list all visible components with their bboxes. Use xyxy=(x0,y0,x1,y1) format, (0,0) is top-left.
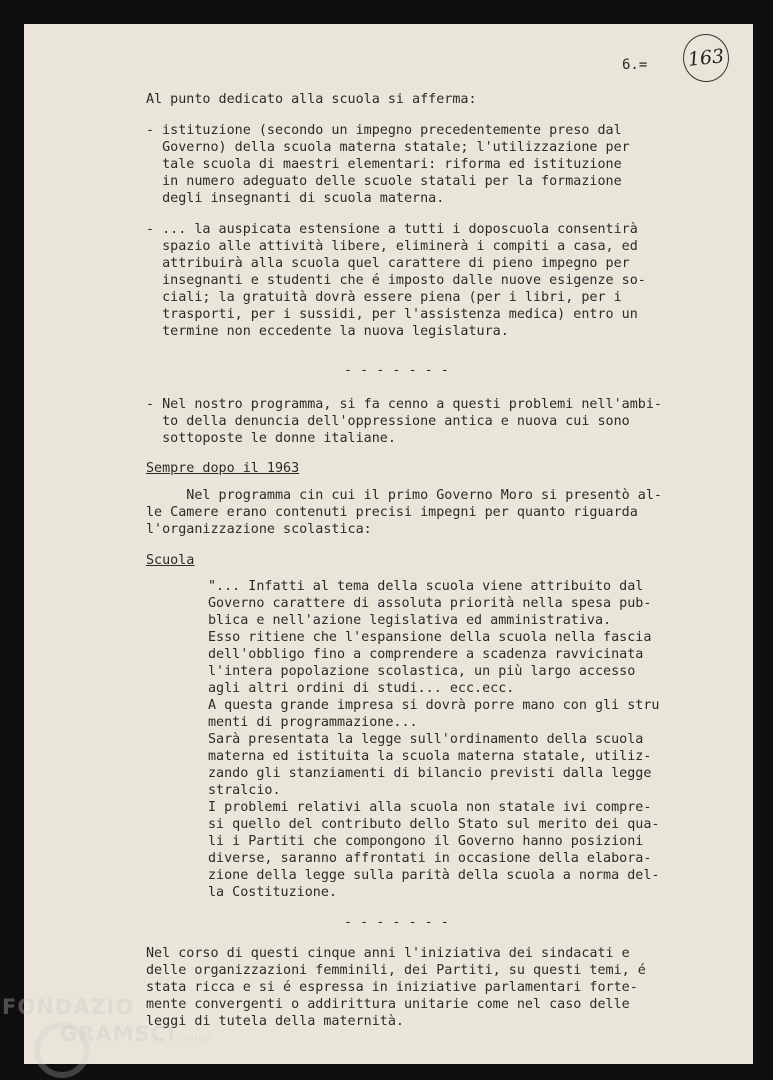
intro-line: Al punto dedicato alla scuola si afferma: xyxy=(146,92,477,107)
watermark-line-2-wrap xyxy=(60,1022,212,1046)
quote-line: menti di programmazione... xyxy=(208,715,418,730)
paragraph-line: in numero adeguato delle scuole statali per la formazione xyxy=(146,174,622,189)
paragraph-line: - Nel nostro programma, si fa cenno a questi problemi nell'ambi- xyxy=(146,397,662,412)
watermark-line-1: FONDAZIO xyxy=(2,995,135,1019)
paragraph-line: sottoposte le donne italiane. xyxy=(146,431,396,446)
paragraph-line: - ... la auspicata estensione a tutti i doposcuola consentirà xyxy=(146,222,638,237)
paragraph-line: Nel programma cin cui il primo Governo Moro si presentò al- xyxy=(146,488,662,503)
paragraph-line: termine non eccedente la nuova legislatura. xyxy=(146,324,509,339)
paragraph-line: Nel corso di questi cinque anni l'iniziativa dei sindacati e xyxy=(146,946,630,961)
quote-line: "... Infatti al tema della scuola viene attribuito dal xyxy=(208,579,644,594)
quote-line: materna ed istituita la scuola materna statale, utiliz- xyxy=(208,749,652,764)
paragraph-line: spazio alle attività libere, eliminerà i compiti a casa, ed xyxy=(146,239,638,254)
quote-line: I problemi relativi alla scuola non statale ivi compre- xyxy=(208,800,652,815)
quote-line: Esso ritiene che l'espansione della scuola nella fascia xyxy=(208,630,652,645)
paragraph-line: insegnanti e studenti che é imposto dalle nuove esigenze so- xyxy=(146,273,646,288)
quote-line: si quello del contributo dello Stato sul merito dei qua- xyxy=(208,817,660,832)
paragraph-line: - istituzione (secondo un impegno precedentemente preso dal xyxy=(146,123,622,138)
watermark-line-2: GRAMSCI xyxy=(60,1022,176,1046)
quote-line: zione della legge sulla parità della scuola a norma del- xyxy=(208,868,660,883)
quote-line: blica e nell'azione legislativa ed amministrativa. xyxy=(208,613,612,628)
paragraph-line: degli insegnanti di scuola materna. xyxy=(146,191,445,206)
quote-line: diverse, saranno affrontati in occasione della elabora- xyxy=(208,851,652,866)
separator: - - - - - - - xyxy=(344,915,449,930)
quote-line: dell'obbligo fino a comprendere a scadenza ravvicinata xyxy=(208,647,644,662)
paragraph-line: trasporti, per i sussidi, per l'assistenza medica) entro un xyxy=(146,307,638,322)
paragraph-line: le Camere erano contenuti precisi impegni per quanto riguarda xyxy=(146,505,638,520)
separator: - - - - - - - xyxy=(344,363,449,378)
quote-line: zando gli stanziamenti di bilancio previsti dalla legge xyxy=(208,766,652,781)
paragraph-line: mente convergenti o addirittura unitarie come nel caso delle xyxy=(146,997,630,1012)
quote-line: l'intera popolazione scolastica, un più largo accesso xyxy=(208,664,636,679)
quote-line: li i Partiti che compongono il Governo hanno posizioni xyxy=(208,834,644,849)
watermark-suffix: onlus xyxy=(179,1033,212,1044)
paragraph-line: l'organizzazione scolastica: xyxy=(146,522,372,537)
paragraph-line: ciali; la gratuità dovrà essere piena (per i libri, per i xyxy=(146,290,622,305)
paragraph-line: Governo) della scuola materna statale; l'utilizzazione per xyxy=(146,140,630,155)
watermark xyxy=(2,995,212,1046)
paragraph-line: tale scuola di maestri elementari: riforma ed istituzione xyxy=(146,157,622,172)
quote-line: agli altri ordini di studi... ecc.ecc. xyxy=(208,681,515,696)
quote-line: Governo carattere di assoluta priorità nella spesa pub- xyxy=(208,596,652,611)
quote-line: stralcio. xyxy=(208,783,281,798)
paragraph-line: delle organizzazioni femminili, dei Partiti, su questi temi, é xyxy=(146,963,646,978)
paragraph-line: to della denuncia dell'oppressione antica e nuova cui sono xyxy=(146,414,630,429)
paragraph-line: stata ricca e si é espressa in iniziative parlamentari forte- xyxy=(146,980,638,995)
quote-line: A questa grande impresa si dovrà porre mano con gli stru xyxy=(208,698,660,713)
quote-line: la Costituzione. xyxy=(208,885,337,900)
subsection-heading: Scuola xyxy=(146,553,195,568)
page-number: 6.= xyxy=(622,57,648,73)
section-heading: Sempre dopo il 1963 xyxy=(146,461,300,476)
paragraph-line: attribuirà alla scuola quel carattere di pieno impegno per xyxy=(146,256,630,271)
archive-stamp: 163 xyxy=(681,32,732,85)
document-page xyxy=(24,24,753,1064)
paragraph-line: leggi di tutela della maternità. xyxy=(146,1014,404,1029)
quote-line: Sarà presentata la legge sull'ordinamento della scuola xyxy=(208,732,644,747)
